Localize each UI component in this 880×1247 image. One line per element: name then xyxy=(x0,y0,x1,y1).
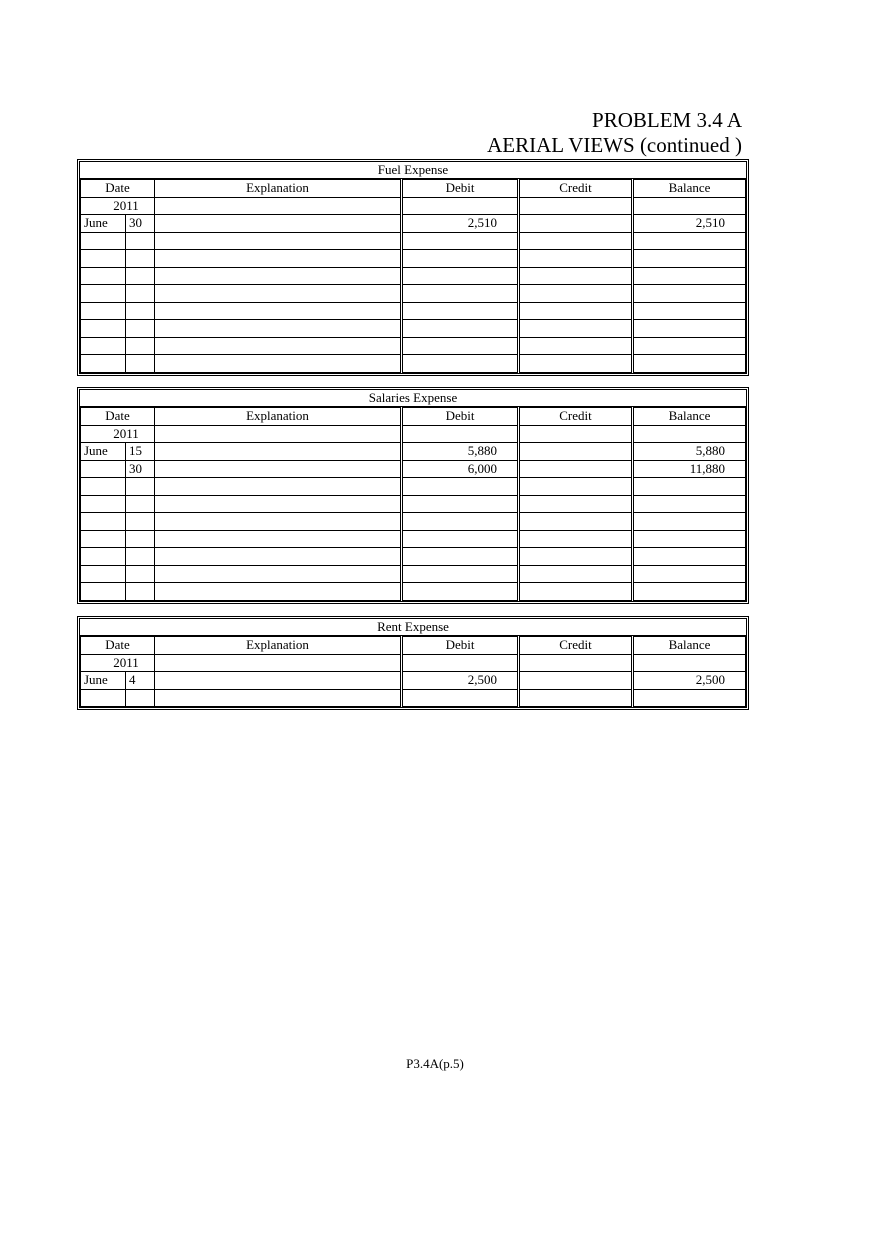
empty-row xyxy=(81,232,746,250)
year-row xyxy=(81,654,746,672)
empty-row xyxy=(81,337,746,355)
ledger-table xyxy=(80,407,746,601)
debit-header: Debit xyxy=(402,408,519,426)
explanation-header: Explanation xyxy=(155,408,402,426)
explanation-cell xyxy=(155,443,402,461)
table-row xyxy=(81,443,746,461)
ledger-table xyxy=(80,636,746,707)
month-cell: June xyxy=(81,215,126,233)
balance-header: Balance xyxy=(633,637,746,655)
header-row xyxy=(81,408,746,426)
credit-cell xyxy=(519,460,633,478)
balance-header: Balance xyxy=(633,408,746,426)
year-row xyxy=(81,425,746,443)
header-row xyxy=(81,637,746,655)
empty-row xyxy=(81,583,746,601)
empty-row xyxy=(81,320,746,338)
problem-subtitle: AERIAL VIEWS (continued ) xyxy=(487,133,742,157)
explanation-cell xyxy=(155,672,402,690)
credit-header: Credit xyxy=(519,637,633,655)
explanation-cell xyxy=(155,215,402,233)
credit-header: Credit xyxy=(519,408,633,426)
problem-title: PROBLEM 3.4 A xyxy=(592,108,742,132)
day-cell: 4 xyxy=(126,672,155,690)
date-header: Date xyxy=(81,180,155,198)
ledger-salaries-expense xyxy=(77,387,749,604)
year-row xyxy=(81,197,746,215)
ledger-title: Salaries Expense xyxy=(80,390,746,407)
empty-row xyxy=(81,302,746,320)
credit-cell xyxy=(519,443,633,461)
year-cell: 2011 xyxy=(81,425,155,443)
month-cell xyxy=(81,460,126,478)
header-row xyxy=(81,180,746,198)
debit-cell: 5,880 xyxy=(402,443,519,461)
empty-row xyxy=(81,513,746,531)
empty-row xyxy=(81,267,746,285)
page-footer: P3.4A(p.5) xyxy=(406,1056,464,1071)
debit-cell: 6,000 xyxy=(402,460,519,478)
debit-cell: 2,510 xyxy=(402,215,519,233)
ledger-fuel-expense xyxy=(77,159,749,376)
empty-row xyxy=(81,565,746,583)
empty-row xyxy=(81,495,746,513)
table-row xyxy=(81,460,746,478)
explanation-cell xyxy=(155,460,402,478)
balance-header: Balance xyxy=(633,180,746,198)
day-cell: 30 xyxy=(126,215,155,233)
debit-header: Debit xyxy=(402,637,519,655)
ledger-rent-expense xyxy=(77,616,749,710)
year-cell: 2011 xyxy=(81,654,155,672)
table-row xyxy=(81,672,746,690)
empty-row xyxy=(81,478,746,496)
ledger-table xyxy=(80,179,746,373)
debit-cell: 2,500 xyxy=(402,672,519,690)
explanation-header: Explanation xyxy=(155,637,402,655)
ledger-title: Fuel Expense xyxy=(80,162,746,179)
empty-row xyxy=(81,355,746,373)
empty-row xyxy=(81,689,746,707)
ledger-title: Rent Expense xyxy=(80,619,746,636)
date-header: Date xyxy=(81,637,155,655)
empty-row xyxy=(81,250,746,268)
debit-header: Debit xyxy=(402,180,519,198)
credit-cell xyxy=(519,215,633,233)
date-header: Date xyxy=(81,408,155,426)
month-cell: June xyxy=(81,672,126,690)
explanation-header: Explanation xyxy=(155,180,402,198)
empty-row xyxy=(81,530,746,548)
day-cell: 30 xyxy=(126,460,155,478)
credit-header: Credit xyxy=(519,180,633,198)
table-row xyxy=(81,215,746,233)
empty-row xyxy=(81,548,746,566)
month-cell: June xyxy=(81,443,126,461)
balance-cell: 11,880 xyxy=(633,460,746,478)
year-cell: 2011 xyxy=(81,197,155,215)
balance-cell: 2,510 xyxy=(633,215,746,233)
empty-row xyxy=(81,285,746,303)
day-cell: 15 xyxy=(126,443,155,461)
balance-cell: 5,880 xyxy=(633,443,746,461)
credit-cell xyxy=(519,672,633,690)
balance-cell: 2,500 xyxy=(633,672,746,690)
